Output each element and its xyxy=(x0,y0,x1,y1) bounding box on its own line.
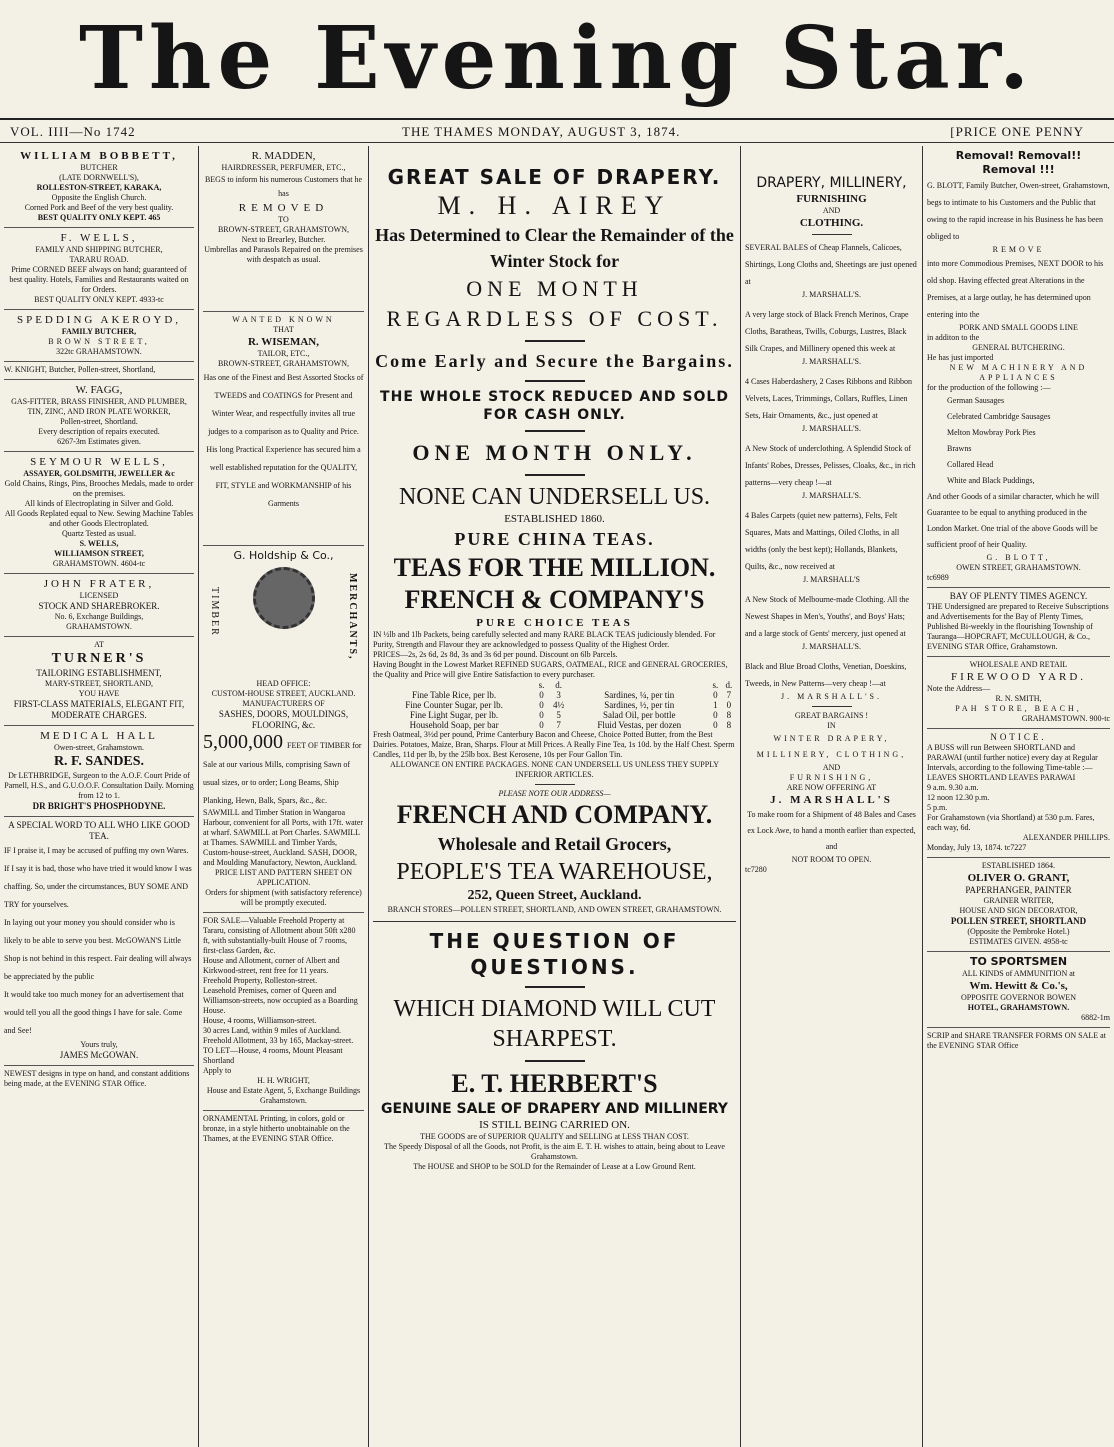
ad-line: 30 acres Land, within 9 miles of Auckland. xyxy=(203,1026,341,1035)
ad-title: FIREWOOD YARD. xyxy=(950,671,1087,683)
ad-headline: PEOPLE'S TEA WAREHOUSE, xyxy=(396,859,713,885)
column-4 xyxy=(741,146,923,1447)
price-cell: 0 xyxy=(539,720,544,730)
ad-title: WILLIAM BOBBETT, xyxy=(20,150,178,162)
ad-line: Monday, July 13, 1874. tc7227 xyxy=(927,843,1027,852)
ad-title: JOHN FRATER, xyxy=(43,578,155,590)
ad-title: SEYMOUR WELLS, xyxy=(30,456,168,468)
date-line: THE THAMES MONDAY, AUGUST 3, 1874. xyxy=(402,124,681,139)
ad-headline: PURE CHOICE TEAS xyxy=(476,617,633,629)
price-cell: Sardines, ¼, per tin xyxy=(604,690,675,700)
ad-title: THE QUESTION OF QUESTIONS. xyxy=(429,929,680,979)
ad-line: FIRST-CLASS MATERIALS, ELEGANT FIT, MODERATE CHARGES. xyxy=(13,699,185,720)
ad-code: tc7280 xyxy=(745,865,767,874)
ad-line: ESTABLISHED 1860. xyxy=(504,513,605,525)
ad-line: No. 6, Exchange Buildings, xyxy=(54,612,144,621)
ad-type-designs xyxy=(4,1066,194,1093)
masthead xyxy=(0,0,1114,118)
ad-title: TO SPORTSMEN xyxy=(969,955,1068,968)
ad-line: R. F. SANDES. xyxy=(53,754,145,769)
ad-title: R. MADDEN, xyxy=(251,150,316,162)
ad-line: FOR SALE—Valuable Freehold Property at Tararu, consisting of Allotment about 50ft x280 ft, with substantially-built House of 7 rooms, first-class Garden, &c. xyxy=(203,916,356,955)
ad-line: 5,000,000 xyxy=(203,731,283,753)
ad-title: DRAPERY, MILLINERY, xyxy=(756,175,907,191)
ad-line: JAMES McGOWAN. xyxy=(59,1050,139,1060)
ad-line: NEWEST designs in type on hand, and constant additions being made, at the EVENING STAR Office. xyxy=(4,1069,190,1088)
ad-title: TURNER'S xyxy=(51,651,147,666)
ad-title: W. FAGG, xyxy=(75,384,123,396)
ad-line: AND xyxy=(822,206,841,215)
ad-line: GRAHAMSTOWN. xyxy=(66,622,132,631)
ad-line: And other Goods of a similar character, which he will Guarantee to be equal to anything produced in the London Market. One trial of the above Goods will be sufficient proof of heir Quality. xyxy=(927,492,1100,549)
ad-line: in additon to the xyxy=(927,333,980,342)
price-cell: 1 xyxy=(713,700,718,710)
ad-line: WINTER DRAPERY, MILLINERY, CLOTHING, xyxy=(756,734,907,759)
ad-line: BEST QUALITY ONLY KEPT. 4933-tc xyxy=(34,295,164,304)
ad-line: DR BRIGHT'S PHOSPHODYNE. xyxy=(32,801,166,811)
ad-line: AT xyxy=(94,640,104,649)
ad-line: THAT xyxy=(273,325,294,334)
price-cell: Household Soap, per bar xyxy=(409,720,499,730)
ad-line: 4 Cases Haberdashery, 2 Cases Ribbons and Ribbon Velvets, Laces, Trimmings, Collars, Ruffles, Linen Sets, Hair Ornaments, &c., just opened at xyxy=(745,377,913,420)
ad-for-sale xyxy=(203,913,364,1111)
ad-seymour-wells xyxy=(4,452,194,574)
ad-headline: Come Early and Secure the Bargains. xyxy=(375,351,734,371)
ad-headline: WHICH DIAMOND WILL CUT SHARPEST. xyxy=(393,996,716,1052)
ad-line: ALLOWANCE ON ENTIRE PACKAGES. NONE CAN UNDERSELL US UNLESS THEY SUPPLY INFERIOR ARTICLES. xyxy=(389,760,720,779)
ad-fagg xyxy=(4,380,194,452)
ad-code: 322tc xyxy=(56,347,74,356)
ad-line: A very large stock of Black French Merinos, Crape Cloths, Baratheas, Twills, Coburgs, Lustres, Black Silk Crapes, and Millinery opened this week at xyxy=(745,310,909,353)
ad-line: Opposite the English Church. xyxy=(51,193,147,202)
ad-headline: 252, Queen Street, Auckland. xyxy=(467,888,642,903)
ad-line: GREAT BARGAINS ! xyxy=(794,711,869,720)
ad-line: ARE NOW OFFERING AT xyxy=(786,783,877,792)
ad-line: The HOUSE and SHOP to be SOLD for the Remainder of Lease at a Low Ground Rent. xyxy=(413,1162,696,1171)
ad-line: TAILOR, ETC., xyxy=(257,349,310,358)
ad-title: WANTED KNOWN xyxy=(232,315,335,324)
ad-line: GRAINER WRITER, xyxy=(983,896,1054,905)
ad-headline: FRENCH & COMPANY'S xyxy=(404,585,705,614)
ad-mcgowan xyxy=(4,817,194,1066)
ad-headline: FURNISHING xyxy=(796,193,867,205)
ad-line: GAS-FITTER, BRASS FINISHER, AND PLUMBER, xyxy=(11,397,187,406)
ad-line: Owen-street, Grahamstown. xyxy=(54,743,144,752)
ad-line: NEW MACHINERY AND APPLIANCES xyxy=(949,363,1088,382)
ad-printing xyxy=(203,1111,364,1148)
list-item: White and Black Puddings, xyxy=(947,476,1035,485)
ad-line: S. WELLS, xyxy=(79,539,119,548)
column-1 xyxy=(0,146,199,1447)
ad-line: Quartz Tested as usual. xyxy=(62,529,136,538)
price-cell: 0 xyxy=(726,700,732,710)
ad-line: A BUSS will run Between SHORTLAND and PARAWAI (until further notice) every day at Regular Intervals, according to the following Time-table :— xyxy=(927,743,1098,772)
price-cell: 4½ xyxy=(552,700,565,710)
ad-line: For Grahamstown (via Shortland) at 530 p.m. Fares, each way, 6d. xyxy=(927,813,1095,832)
ad-bay-of-plenty xyxy=(927,588,1110,657)
ad-title: GREAT SALE OF DRAPERY. xyxy=(387,165,722,189)
ad-line: PORK AND SMALL GOODS LINE xyxy=(959,323,1078,332)
ad-line: BUTCHER xyxy=(80,163,118,172)
ad-line: Fresh Oatmeal, 3½d per pound, Prime Canterbury Bacon and Cheese, Choice Potted Butter, from the Best Dairies. Potatoes, Maize, Bran, Sharps. Flour at Mill Prices. A Really Fine Tea, 1s 10d. by the Half Chest. Sperm Candles, 11d per lb, by the 25lb box. Best Kerosene, 10s per Four Gallon Tin. xyxy=(373,730,735,759)
price-row xyxy=(373,700,736,710)
ad-line: THE GOODS are of SUPERIOR QUALITY and SELLING at LESS THAN COST. xyxy=(420,1132,689,1141)
ad-line: (LATE DORNWELL'S), xyxy=(59,173,139,182)
ad-medical-hall xyxy=(4,726,194,817)
ad-turner xyxy=(4,637,194,726)
price-row xyxy=(373,710,736,720)
ad-line: G. BLOTT, Family Butcher, Owen-street, Grahamstown, begs to intimate to his Customers and the Public that owing to the rapid increase in his Business he has been obliged to xyxy=(927,181,1110,241)
ad-line: R. N. SMITH, xyxy=(995,694,1042,703)
ad-headline: PURE CHINA TEAS. xyxy=(454,529,655,549)
ad-holdship xyxy=(203,546,364,913)
ad-line: ROLLESTON-STREET, KARAKA, xyxy=(36,183,162,192)
ad-headline: Has Determined to Clear the Remainder of the Winter Stock for xyxy=(375,225,734,271)
ad-line: ORNAMENTAL Printing, in colors, gold or bronze, in a style hitherto unobtainable on the Thames, at the EVENING STAR Office. xyxy=(203,1114,350,1143)
ad-title: OLIVER O. GRANT, xyxy=(967,872,1070,884)
ad-line: GRAHAMSTOWN. 900-tc xyxy=(1021,714,1110,723)
ad-line: Has one of the Finest and Best Assorted Stocks of TWEEDS and COATINGS for Present and Winter Wear, and respectfully invites all true judges to a comparison as to Quality and Price. xyxy=(203,373,364,436)
price-cell: Fine Table Rice, per lb. xyxy=(411,690,497,700)
list-item: Collared Head xyxy=(947,460,994,469)
ad-line: Umbrellas and Parasols Repaired on the premises with despatch as usual. xyxy=(204,245,363,264)
ad-line: A New Stock of Melbourne-made Clothing. All the Newest Shapes in Men's, Youths', and Boys' Hats; and a large stock of Gents' mercery, just opened at xyxy=(745,595,909,638)
ad-line: J. MARSHALL'S. xyxy=(801,290,861,299)
ad-line: Leasehold Premises, corner of Queen and Williamson-streets, now occupied as a Boarding House. xyxy=(203,986,358,1015)
ad-line: J. MARSHALL'S. xyxy=(780,692,882,701)
ad-line: In laying out your money you should consider who is likely to be able to serve you best. McGOWAN'S Little Shop is not behind in this respect. Fair dealing will always be appreciated by the public xyxy=(4,918,192,981)
ad-line: 5 p.m. xyxy=(927,803,948,812)
price-cell: 3 xyxy=(556,690,561,700)
ad-headline: M. H. AIREY xyxy=(437,191,672,220)
ad-line: His long Practical Experience has secured him a well established reputation for the QUALITY, FIT, STYLE and WORKMANSHIP of his Garments xyxy=(206,445,361,508)
ad-line: LEAVES SHORTLAND LEAVES PARAWAI xyxy=(927,773,1076,782)
ad-line: CUSTOM-HOUSE STREET, AUCKLAND. xyxy=(211,689,356,698)
ad-knight xyxy=(4,362,194,380)
ad-line: Freehold Property, Rolleston-street. xyxy=(203,976,318,985)
ad-line: IS STILL BEING CARRIED ON. xyxy=(479,1119,630,1131)
price-head: s. xyxy=(712,680,719,690)
ad-headline: TEAS FOR THE MILLION. xyxy=(393,553,716,582)
price-head: d. xyxy=(725,680,733,690)
ad-line: The Speedy Disposal of all the Goods, not Profit, is the aim E. T. H. wishes to attain, being about to Leave Grahamstown. xyxy=(384,1142,725,1161)
ad-line: Next to Brearley, Butcher. xyxy=(241,235,326,244)
ad-line: ASSAYER, GOLDSMITH, JEWELLER &c xyxy=(23,469,175,478)
ad-line: Yours truly, xyxy=(80,1040,118,1049)
ad-line: SASHES, DOORS, MOULDINGS, FLOORING, &c. xyxy=(218,709,349,730)
ad-line: 6267-3m Estimates given. xyxy=(57,437,141,446)
ad-bobbett xyxy=(4,146,194,228)
ad-headline: ONE MONTH ONLY. xyxy=(412,440,697,465)
ad-line: SEVERAL BALES of Cheap Flannels, Calicoes, Shirtings, Long Cloths and, Sheetings are just opened at xyxy=(745,243,917,286)
ad-line: MERCHANTS, xyxy=(347,573,358,661)
ad-line: HAIRDRESSER, PERFUMER, ETC., xyxy=(221,163,346,172)
ad-line: He has just imported xyxy=(927,353,994,362)
list-item: German Sausages xyxy=(947,396,1005,405)
ad-line: ESTIMATES GIVEN. 4958-tc xyxy=(969,937,1068,946)
masthead-title: The Evening Star. xyxy=(78,8,1036,109)
ad-line: Pollen-street, Shortland. xyxy=(60,417,138,426)
ad-line: Dr LETHBRIDGE, Surgeon to the A.O.F. Court Pride of Parnell, H.S., and G.U.O.O.F. Consultation Daily. Morning from 12 to 1. xyxy=(4,771,194,800)
price-cell: 7 xyxy=(726,690,732,700)
column-3 xyxy=(369,146,741,1447)
ad-line: YOU HAVE xyxy=(78,689,120,698)
ad-line: G. BLOTT, xyxy=(986,553,1051,562)
ad-wiseman xyxy=(203,312,364,546)
ad-title: MEDICAL HALL xyxy=(40,730,158,742)
ad-line: Wm. Hewitt & Co.'s, xyxy=(969,980,1068,992)
ad-line: NOT ROOM TO OPEN. xyxy=(791,855,872,864)
price-row xyxy=(373,690,736,700)
ad-line: J. MARSHALL'S. xyxy=(801,491,861,500)
ad-line: PLEASE NOTE OUR ADDRESS— xyxy=(498,789,611,798)
price-cell: 0 xyxy=(539,690,544,700)
ad-line: PRICE LIST AND PATTERN SHEET ON APPLICATION. xyxy=(215,868,352,887)
price-header-row xyxy=(373,680,736,690)
ad-line: POLLEN STREET, SHORTLAND xyxy=(950,916,1087,926)
ad-line: TAILORING ESTABLISHMENT, xyxy=(36,668,162,678)
ad-line: HEAD OFFICE: xyxy=(256,679,311,688)
ad-line: J. MARSHALL'S. xyxy=(801,424,861,433)
ad-code: tc6989 xyxy=(927,573,949,582)
ad-grant xyxy=(927,858,1110,952)
ad-line: AND xyxy=(822,763,841,772)
ad-line: TARARU ROAD. xyxy=(69,255,129,264)
ad-madden xyxy=(203,146,364,312)
price-cell: 0 xyxy=(713,720,718,730)
price-cell: 8 xyxy=(726,720,732,730)
ad-title: SPEDDING AKEROYD, xyxy=(16,314,182,326)
price-cell: 7 xyxy=(556,720,561,730)
list-item: Brawns xyxy=(947,444,972,453)
ad-line: ESTABLISHED 1864. xyxy=(981,861,1056,870)
ad-line: SAWMILL and Timber Station in Wangaroa Harbour, convenient for all Ports, with 17ft. water at wharf. SAWMILL at Port Charles. SAWMILL at Thames. SAWMILL and Timber Yards, Custom-house-street, Auckland. SASH, DOOR, and Moulding Manufactory, Newton, Auckland. xyxy=(203,808,364,867)
columns xyxy=(0,146,1114,1447)
ad-blott xyxy=(927,146,1110,588)
ad-line: House, 4 rooms, Williamson-street. xyxy=(203,1016,317,1025)
ad-line: Corned Pork and Beef of the very best quality. xyxy=(24,203,174,212)
ad-line: 6882-1m xyxy=(1081,1013,1110,1022)
price-cell: Fluid Vestas, per dozen xyxy=(597,720,682,730)
ad-line: PAH STORE, BEACH, xyxy=(955,704,1082,713)
ad-line: Black and Blue Broad Cloths, Venetian, Doeskins, Tweeds, in New Patterns—very cheap !—at xyxy=(745,662,907,688)
ad-line: Prime CORNED BEEF always on hand; guaranteed of best quality. Hotels, Families and Restaurants waited on for Orders. xyxy=(9,265,189,294)
ad-line: Freehold Allotment, 33 by 165, Mackay-street. xyxy=(203,1036,354,1045)
ad-line: ALEXANDER PHILLIPS. xyxy=(1022,833,1110,842)
ad-line: BROWN-STREET, GRAHAMSTOWN, xyxy=(217,359,350,368)
ad-line: A New Stock of underclothing. A Splendid Stock of Infants' Robes, Dresses, Pelisses, Cloaks, &c., in rich patterns—very cheap !—at xyxy=(745,444,916,487)
price-cell: 0 xyxy=(539,700,544,710)
ad-line: PAPERHANGER, PAINTER xyxy=(965,885,1072,895)
ad-line: WILLIAMSON STREET, xyxy=(54,549,144,558)
ad-line: House and Estate Agent, 5, Exchange Buildings Grahamstown. xyxy=(206,1086,361,1105)
price: [PRICE ONE PENNY xyxy=(950,124,1084,139)
ad-headline: REGARDLESS OF COST. xyxy=(386,306,723,331)
ad-line: HOUSE AND SIGN DECORATOR, xyxy=(959,906,1078,915)
ad-headline: ONE MONTH xyxy=(466,276,643,301)
ad-line: FAMILY BUTCHER, xyxy=(61,327,137,336)
ad-firewood xyxy=(927,657,1110,729)
ad-headline: FRENCH AND COMPANY. xyxy=(396,800,713,829)
product-list xyxy=(927,393,1110,489)
dateline xyxy=(0,118,1114,143)
ad-line: REMOVED xyxy=(238,202,329,214)
price-head: d. xyxy=(555,680,562,690)
column-2 xyxy=(199,146,369,1447)
ad-line: TIN, ZINC, AND IRON PLATE WORKER, xyxy=(27,407,171,416)
ad-line: House and Allotment, corner of Albert and Kirkwood-street, rent free for 11 years. xyxy=(203,956,340,975)
price-cell: 0 xyxy=(713,690,718,700)
list-item: Melton Mowbray Pork Pies xyxy=(947,428,1036,437)
ad-line: REMOVE xyxy=(992,245,1045,254)
price-cell: Sardines, ½, per tin xyxy=(604,700,675,710)
ad-line: All kinds of Electroplating in Silver and Gold. xyxy=(24,499,174,508)
ad-headline: CLOTHING. xyxy=(799,217,864,229)
ad-line: GENERAL BUTCHERING. xyxy=(972,343,1065,352)
price-cell: 8 xyxy=(726,710,732,720)
ad-line: IN ½lb and 1lb Packets, being carefully selected and many RARE BLACK TEAS judiciously blended. For Purity, Strength and Flavour they are acknowledged to possess Quality of the Highest Order. xyxy=(373,630,716,649)
ad-line: Every description of repairs executed. xyxy=(38,427,160,436)
ad-headline: E. T. HERBERT'S xyxy=(451,1069,658,1098)
ad-headline: NONE CAN UNDERSELL US. xyxy=(398,484,711,510)
ad-line: BRANCH STORES—POLLEN STREET, SHORTLAND, AND OWEN STREET, GRAHAMSTOWN. xyxy=(387,905,722,914)
ad-line: All Goods Replated equal to New. Sewing Machine Tables and other Goods Electroplated. xyxy=(4,509,194,528)
price-cell: 5 xyxy=(556,710,561,720)
ad-line: SCRIP and SHARE TRANSFER FORMS ON SALE at the EVENING STAR Office xyxy=(927,1031,1106,1050)
ad-scrip xyxy=(927,1028,1110,1055)
ad-title: Removal! Removal!! xyxy=(955,149,1082,162)
ad-line: FEET OF TIMBER for Sale at our various Mills, comprising Sawn of usual sizes, or to order; Long Beams, Ship Planking, Hewn, Balk, Spars, &c., &c. xyxy=(203,741,362,805)
ad-line: THE Undersigned are prepared to Receive Subscriptions and Advertisements for the Bay of Plenty Times, Published Bi-weekly in the flourishing Township of Tauranga—HOPCRAFT, McCULLOUGH, & Co., EVENING STAR Office, Grahamstown. xyxy=(927,602,1109,651)
ad-frater xyxy=(4,574,194,637)
ad-line: Apply to xyxy=(203,1066,232,1075)
ad-line: W. KNIGHT, Butcher, Pollen-street, Shortland, xyxy=(4,365,156,374)
ad-line: (Opposite the Pembroke Hotel.) xyxy=(967,927,1070,936)
price-cell: 0 xyxy=(713,710,718,720)
ad-line: WHOLESALE AND RETAIL xyxy=(969,660,1068,669)
ad-sportsmen xyxy=(927,952,1110,1028)
ad-line: Note the Address— xyxy=(927,684,991,693)
ad-line: TO xyxy=(278,215,289,224)
ad-headline: THE WHOLE STOCK REDUCED AND SOLD FOR CASH ONLY. xyxy=(380,389,729,423)
price-row xyxy=(373,720,736,730)
price-cell: 0 xyxy=(539,710,544,720)
ad-line: TIMBER xyxy=(209,587,220,637)
price-cell: Fine Counter Sugar, per lb. xyxy=(405,700,503,710)
ad-line: 12 noon 12.30 p.m. xyxy=(927,793,990,802)
ad-line: R. WISEMAN, xyxy=(247,336,319,348)
price-table xyxy=(373,680,736,730)
list-item: Celebrated Cambridge Sausages xyxy=(947,412,1051,421)
ad-line: GRAHAMSTOWN. 4604-tc xyxy=(52,559,146,568)
ad-line: Orders for shipment (with satisfactory reference) will be promptly executed. xyxy=(205,888,362,907)
ad-line: TO LET—House, 4 rooms, Mount Pleasant Shortland xyxy=(203,1046,343,1065)
ad-line: To make room for a Shipment of 48 Bales and Cases ex Lock Awe, to hand a month earlier than expected, and xyxy=(747,810,916,851)
ad-line: IF I praise it, I may be accused of puffing my own Wares. If I say it is bad, those who have tried it would know I was chaffing. So, under the circumstances, BUY SOME AND TRY for yourselves. xyxy=(4,846,192,909)
column-5 xyxy=(923,146,1114,1447)
ad-headline: GENUINE SALE OF DRAPERY AND MILLINERY xyxy=(381,1101,728,1117)
ad-line: Having Bought in the Lowest Market REFINED SUGARS, OATMEAL, RICE and GENERAL GROCERIES, the Quality and Price will give Entire Satisfaction to every purchaser. xyxy=(373,660,728,679)
ad-line: MANUFACTURERS OF xyxy=(242,699,325,708)
ad-title: NOTICE. xyxy=(990,732,1047,742)
ad-line: HOTEL, GRAHAMSTOWN. xyxy=(967,1003,1070,1012)
ad-line: BEST QUALITY ONLY KEPT. 465 xyxy=(37,213,161,222)
ad-title: G. Holdship & Co., xyxy=(233,549,334,562)
ad-line: GRAHAMSTOWN. xyxy=(75,347,142,356)
ad-line: It would take too much money for an advertisement that would tell you all the good things I have for sale. Come and See! xyxy=(4,990,184,1035)
ad-line: 4 Bales Carpets (quiet new patterns), Felts, Felt Squares, Mats and Mattings, Oiled Cloths, in all widths (only the best kept); Hollands, Blankets, Quilts, &c., now received at xyxy=(745,511,900,571)
ad-line: OWEN STREET, GRAHAMSTOWN. xyxy=(956,563,1081,572)
ad-title: Removal !!! xyxy=(982,163,1055,176)
ad-line: Gold Chains, Rings, Pins, Brooches Medals, made to order on the premises. xyxy=(4,479,194,498)
ad-line: OPPOSITE GOVERNOR BOWEN xyxy=(960,993,1077,1002)
price-cell: Salad Oil, per bottle xyxy=(602,710,676,720)
ad-line: IN xyxy=(827,721,836,730)
ad-title: BAY OF PLENTY TIMES AGENCY. xyxy=(949,591,1088,601)
ad-line: into more Commodious Premises, NEXT DOOR to his old shop. Having effected great Alterations in the Premises, at a large outlay, he has determined upon entering into the xyxy=(927,259,1104,319)
ad-line: MARY-STREET, SHORTLAND, xyxy=(44,679,154,688)
ad-wells-butcher xyxy=(4,228,194,310)
ad-line: BEGS to inform his numerous Customers that he has xyxy=(204,175,363,198)
ad-line: J. MARSHALL'S. xyxy=(801,357,861,366)
ad-headline: Wholesale and Retail Grocers, xyxy=(437,834,672,854)
ad-title: A SPECIAL WORD TO ALL WHO LIKE GOOD TEA. xyxy=(8,820,190,841)
ad-line: LICENSED xyxy=(79,591,119,600)
saw-blade-icon xyxy=(253,567,315,629)
ad-line: FURNISHING, xyxy=(789,773,874,782)
ad-line: H. H. WRIGHT, xyxy=(257,1076,310,1085)
ad-line: BROWN STREET, xyxy=(48,337,150,346)
ad-line: J. MARSHALL'S xyxy=(770,794,893,806)
volume-number: VOL. IIII—No 1742 xyxy=(10,124,136,139)
ad-line: ALL KINDS of AMMUNITION at xyxy=(961,969,1076,978)
ad-line: PRICES—2s, 2s 6d, 2s 8d, 3s and 3s 6d per pound. Discount on 6lb Parcels. xyxy=(373,650,618,659)
price-cell: Fine Light Sugar, per lb. xyxy=(410,710,499,720)
ad-akeroyd xyxy=(4,310,194,362)
ad-line: J. MARSHALL'S. xyxy=(801,642,861,651)
holdship-logo xyxy=(203,567,364,679)
ad-line: 9 a.m. 9.30 a.m. xyxy=(927,783,979,792)
price-head: s. xyxy=(538,680,545,690)
ad-line: J. MARSHALL'S xyxy=(802,575,860,584)
ad-notice xyxy=(927,729,1110,858)
ad-line: for the production of the following :— xyxy=(927,383,1051,392)
ad-line: FAMILY AND SHIPPING BUTCHER, xyxy=(35,245,163,254)
ad-line: BROWN-STREET, GRAHAMSTOWN, xyxy=(217,225,350,234)
ad-title: F. WELLS, xyxy=(60,232,138,244)
ad-line: STOCK AND SHAREBROKER. xyxy=(38,601,160,611)
